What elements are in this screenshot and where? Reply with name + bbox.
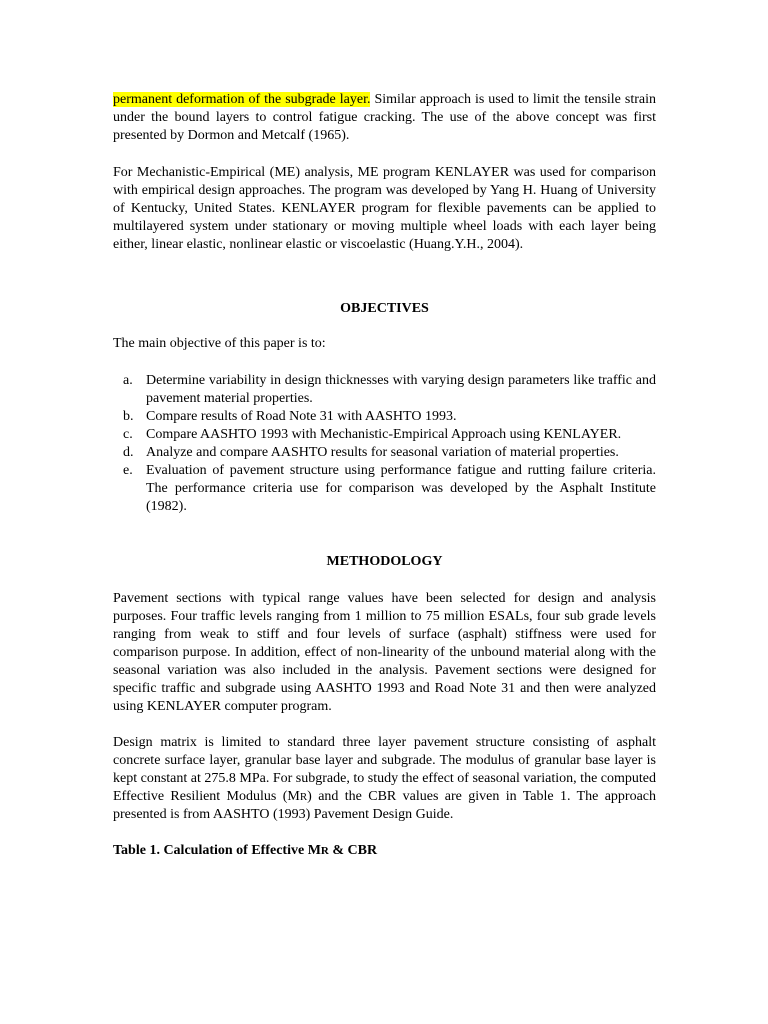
objectives-list (113, 372, 656, 516)
caption-text: & CBR (328, 843, 378, 858)
list-marker: e. (123, 463, 133, 478)
methodology-heading: METHODOLOGY (326, 554, 443, 569)
objectives-heading: OBJECTIVES (340, 301, 429, 316)
methodology-paragraph: Pavement sections with typical range values have been selected for design and analysis purposes. Four traffic levels ranging from 1 million to 75 million ESALs, four sub grade levels ranging from weak to stiff and four levels of surface (asphalt) stiffness were used for comparison purpose. In addition, effect of non-linearity of the unbound material along with the seasonal variation was also included in the analysis. Pavement sections were designed for specific traffic and subgrade using AASHTO 1993 and Road Note 31 and then were analyzed using KENLAYER computer program. (113, 591, 656, 714)
list-marker: a. (123, 373, 133, 388)
list-marker: b. (123, 409, 134, 424)
paragraph-text: Design matrix is limited to standard three layer pavement structure consisting of asphalt concrete surface layer, granular base layer and subgrade. The modulus of granular base layer is kept constant at 275.8 MPa. For subgrade, to study the effect of seasonal variation, the computed Effective Resilient Modulus (M (113, 735, 656, 804)
list-item (113, 408, 656, 426)
list-item (113, 462, 656, 516)
table-caption (113, 842, 656, 860)
list-item-text: Analyze and compare AASHTO results for seasonal variation of material properties. (146, 445, 619, 460)
list-marker: c. (123, 427, 133, 442)
paragraph-text: ) and the CBR values are given in Table 1. The approach presented is from AASHTO (1993) Pavement Design Guide. (113, 789, 657, 822)
paragraph-subgrade-deformation (113, 91, 656, 145)
paragraph-text: Similar approach is used to limit the tensile strain under the bound layers to control fatigue cracking. The use of the above concept was first presented by Dormon and Metcalf (1965). (113, 92, 656, 143)
list-item (113, 426, 656, 444)
objectives-intro: The main objective of this paper is to: (113, 336, 326, 351)
list-item-text: Evaluation of pavement structure using performance fatigue and rutting failure criteria. The performance criteria use for comparison was developed by the Asphalt Institute (1982). (146, 463, 656, 514)
highlighted-text: permanent deformation of the subgrade layer. (113, 92, 371, 107)
design-matrix-paragraph (113, 734, 656, 824)
paragraph-kenlayer: For Mechanistic-Empirical (ME) analysis, ME program KENLAYER was used for comparison with empirical design approaches. The program was developed by Yang H. Huang of University of Kentucky, United States. KENLAYER program for flexible pavements can be applied to multilayered system under stationary or moving multiple wheel loads with each layer being either, linear elastic, nonlinear elastic or viscoelastic (Huang.Y.H., 2004). (113, 165, 656, 252)
list-item-text: Compare AASHTO 1993 with Mechanistic-Empirical Approach using KENLAYER. (146, 427, 622, 442)
subscript-r: R (320, 845, 329, 857)
document-page (113, 91, 656, 860)
list-item-text: Determine variability in design thicknesses with varying design parameters like traffic and pavement material properties. (146, 373, 656, 406)
list-item-text: Compare results of Road Note 31 with AASHTO 1993. (146, 409, 457, 424)
caption-text: Table 1. Calculation of Effective M (113, 843, 321, 858)
list-marker: d. (123, 445, 134, 460)
list-item (113, 444, 656, 462)
subscript-r: R (299, 791, 308, 803)
list-item (113, 372, 656, 408)
